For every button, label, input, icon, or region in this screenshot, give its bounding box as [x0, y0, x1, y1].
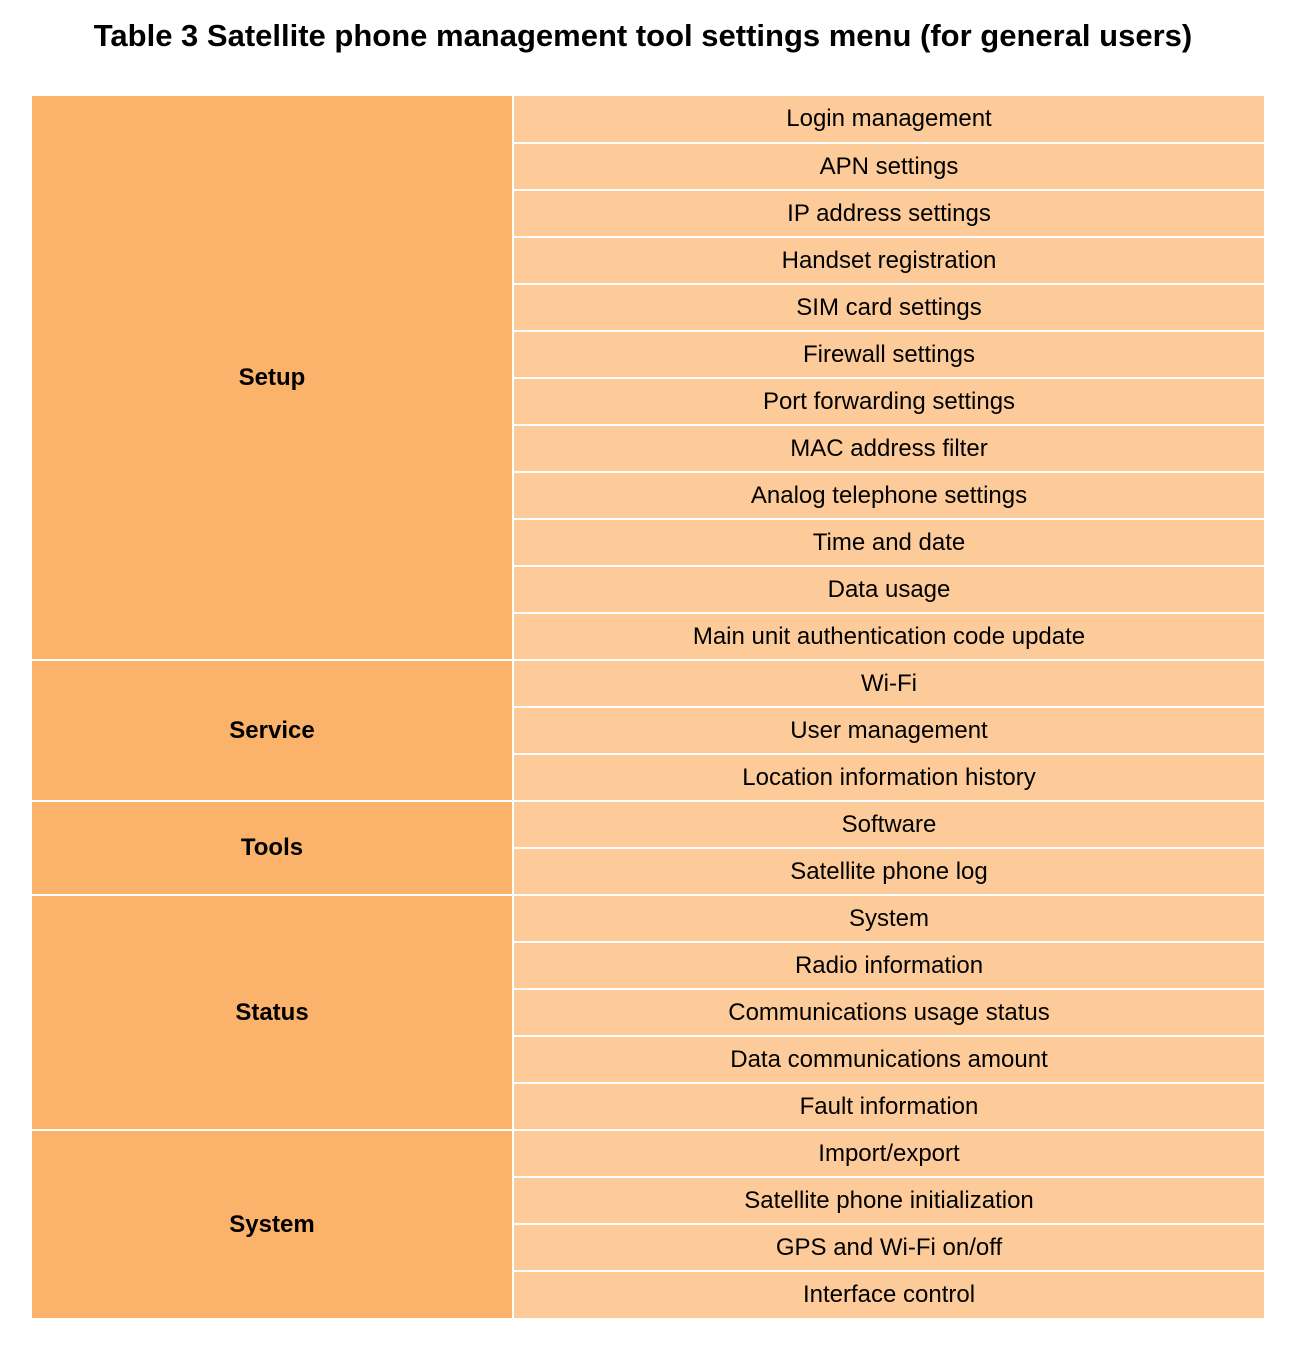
menu-item-cell: Software	[513, 801, 1264, 848]
menu-item-cell: Firewall settings	[513, 331, 1264, 378]
category-cell-setup: Setup	[32, 96, 513, 660]
menu-item-cell: Data communications amount	[513, 1036, 1264, 1083]
category-cell-status: Status	[32, 895, 513, 1130]
menu-item-cell: IP address settings	[513, 190, 1264, 237]
table-row	[32, 801, 1264, 848]
menu-item-cell: SIM card settings	[513, 284, 1264, 331]
menu-item-cell: Location information history	[513, 754, 1264, 801]
category-cell-system: System	[32, 1130, 513, 1318]
table-title: Table 3 Satellite phone management tool settings menu (for general users)	[93, 18, 1193, 53]
menu-item-cell: MAC address filter	[513, 425, 1264, 472]
menu-item-cell: User management	[513, 707, 1264, 754]
menu-item-cell: Analog telephone settings	[513, 472, 1264, 519]
menu-item-cell: Port forwarding settings	[513, 378, 1264, 425]
settings-menu-body	[32, 96, 1264, 1318]
menu-item-cell: System	[513, 895, 1264, 942]
menu-item-cell: Fault information	[513, 1083, 1264, 1130]
menu-item-cell: Wi-Fi	[513, 660, 1264, 707]
menu-item-cell: Satellite phone initialization	[513, 1177, 1264, 1224]
menu-item-cell: GPS and Wi-Fi on/off	[513, 1224, 1264, 1271]
menu-item-cell: Login management	[513, 96, 1264, 143]
menu-item-cell: Time and date	[513, 519, 1264, 566]
table-row	[32, 660, 1264, 707]
menu-item-cell: Data usage	[513, 566, 1264, 613]
table-row	[32, 96, 1264, 143]
category-cell-tools: Tools	[32, 801, 513, 895]
category-cell-service: Service	[32, 660, 513, 801]
menu-item-cell: Interface control	[513, 1271, 1264, 1318]
menu-item-cell: Main unit authentication code update	[513, 613, 1264, 660]
settings-menu-table	[32, 96, 1264, 1318]
menu-item-cell: APN settings	[513, 143, 1264, 190]
menu-item-cell: Radio information	[513, 942, 1264, 989]
menu-item-cell: Handset registration	[513, 237, 1264, 284]
table-row	[32, 1130, 1264, 1177]
menu-item-cell: Communications usage status	[513, 989, 1264, 1036]
table-row	[32, 895, 1264, 942]
menu-item-cell: Import/export	[513, 1130, 1264, 1177]
menu-item-cell: Satellite phone log	[513, 848, 1264, 895]
